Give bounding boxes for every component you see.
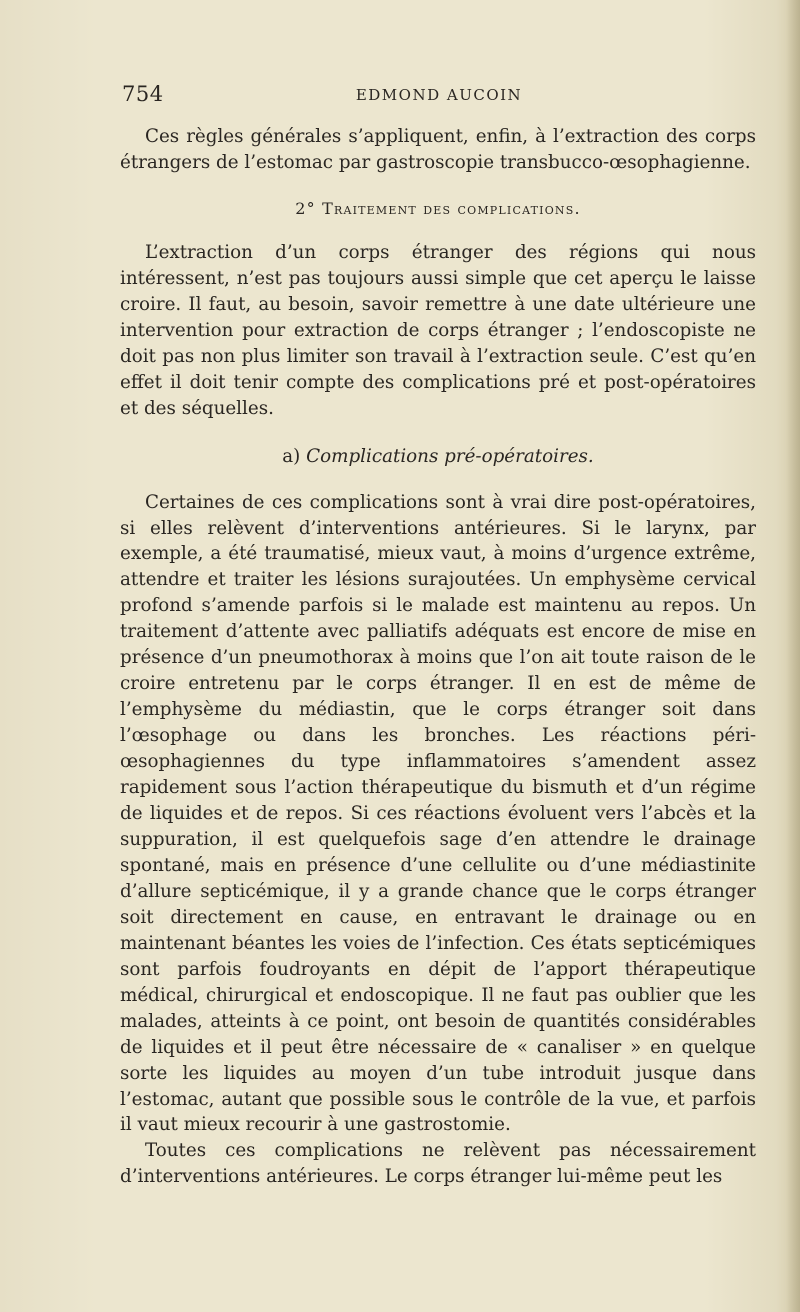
section-heading	[120, 196, 756, 222]
intro-paragraph: Ces règles générales s’appliquent, enfin, à l’extraction des corps étrangers de l’estomac par gastroscopie transbucco-œsophagienne.	[120, 126, 756, 173]
page-header	[122, 82, 756, 112]
subheading-title: Complications pré-opératoires.	[306, 445, 594, 467]
running-head: EDMOND AUCOIN	[355, 86, 523, 104]
section-heading-text: 2° Traitement des complications.	[295, 198, 581, 218]
subheading-label: a)	[282, 445, 301, 467]
paragraph-continuation: Toutes ces complications ne relèvent pas nécessairement d’interventions antérieures. Le corps étranger lui-même peut les	[120, 1140, 756, 1188]
page-number: 754	[122, 82, 164, 106]
paragraph-complications: Certaines de ces complications sont à vrai dire post-opératoires, si elles relèvent d’interventions antérieures. Si le larynx, par exemple, a été traumatisé, mieux vaut, à moins d’urgence extrême, attendre et traiter les lésions surajoutées. Un emphysème cervical profond s’amende parfois si le malade est maintenu au repos. Un traitement d’attente avec palliatifs adéquats est encore de mise en présence d’un pneumothorax à moins que l’on ait toute raison de le croire entretenu par le corps étranger. Il en est de même de l’emphysème du médiastin, que le corps étranger soit dans l’œsophage ou dans les bronches. Les réactions péri-œsophagiennes du type inflammatoires s’amendent assez rapidement sous l’action thérapeutique du bismuth et d’un régime de liquides et de repos. Si ces réactions évoluent vers l’abcès et la suppuration, il est quelquefois sage d’en attendre le drainage spontané, mais en présence d’une cellulite ou d’une médiastinite d’allure septicémique, il y a grande chance que le corps étranger soit directement en cause, en entravant le drainage ou en maintenant béantes les voies de l’infection. Ces états septicémiques sont parfois foudroyants en dépit de l’apport thérapeutique médical, chirurgical et endoscopique. Il ne faut pas oublier que les malades, atteints à ce point, ont besoin de quantités considérables de liquides et il peut être nécessaire de « canaliser » en quelque sorte les liquides au moyen d’un tube introduit jusque dans l’estomac, autant que possible sous le contrôle de la vue, et parfois il vaut mieux recourir à une gastrostomie.	[120, 491, 756, 1136]
paragraph-extraction: L’extraction d’un corps étranger des régions qui nous intéressent, n’est pas toujours aussi simple que cet aperçu le laisse croire. Il faut, au besoin, savoir remettre à une date ultérieure une intervention pour extraction de corps étranger ; l’endoscopiste ne doit pas non plus limiter son travail à l’extraction seule. C’est qu’en effet il doit tenir compte des complications pré et post-opératoires et des séquelles.	[120, 241, 756, 419]
page-gutter-shadow	[786, 0, 800, 1312]
page-body	[120, 124, 756, 1190]
subheading	[120, 444, 756, 470]
